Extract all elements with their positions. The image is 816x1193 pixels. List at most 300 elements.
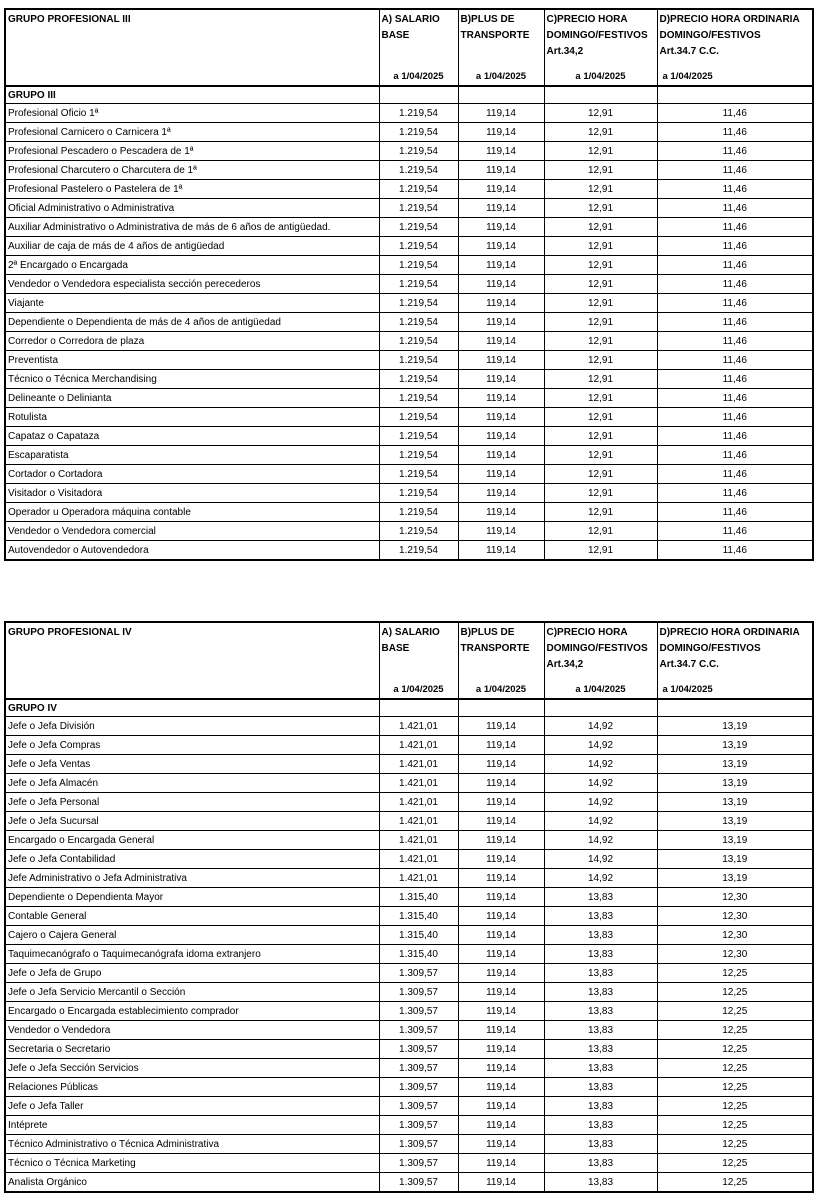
category-label: Vendedor o Vendedora comercial — [5, 522, 379, 541]
table-row — [5, 484, 813, 503]
table-row — [5, 1135, 813, 1154]
column-header-2 — [458, 9, 544, 86]
value-cell: 14,92 — [544, 717, 657, 736]
value-cell: 11,46 — [657, 256, 813, 275]
empty-cell — [657, 86, 813, 104]
category-label: Jefe o Jefa Personal — [5, 793, 379, 812]
value-cell: 12,91 — [544, 104, 657, 123]
value-cell: 14,92 — [544, 736, 657, 755]
category-label: Dependiente o Dependienta Mayor — [5, 888, 379, 907]
table-row — [5, 180, 813, 199]
value-cell: 12,91 — [544, 123, 657, 142]
value-cell: 119,14 — [458, 755, 544, 774]
header-row — [5, 9, 813, 86]
salary-table-section-grupo-iii — [4, 8, 812, 561]
value-cell: 13,83 — [544, 1135, 657, 1154]
value-cell: 11,46 — [657, 484, 813, 503]
group-title-cell — [5, 9, 379, 86]
category-label: Encargado o Encargada establecimiento comprador — [5, 1002, 379, 1021]
table-row — [5, 736, 813, 755]
value-cell: 119,14 — [458, 717, 544, 736]
value-cell: 1.421,01 — [379, 717, 458, 736]
value-cell: 12,91 — [544, 332, 657, 351]
table-row — [5, 869, 813, 888]
table-row — [5, 1040, 813, 1059]
value-cell: 1.315,40 — [379, 907, 458, 926]
value-cell: 1.309,57 — [379, 1040, 458, 1059]
table-row — [5, 427, 813, 446]
value-cell: 119,14 — [458, 1021, 544, 1040]
effective-date: a 1/04/2025 — [662, 684, 713, 695]
value-cell: 119,14 — [458, 256, 544, 275]
table-row — [5, 465, 813, 484]
value-cell: 12,91 — [544, 389, 657, 408]
value-cell: 14,92 — [544, 850, 657, 869]
value-cell: 1.219,54 — [379, 484, 458, 503]
value-cell: 1.219,54 — [379, 275, 458, 294]
empty-cell — [544, 699, 657, 717]
empty-cell — [379, 699, 458, 717]
value-cell: 12,25 — [657, 1154, 813, 1173]
column-title: D)PRECIO HORA ORDINARIA DOMINGO/FESTIVOS Art.34.7 C.C. — [659, 14, 800, 57]
value-cell: 1.315,40 — [379, 888, 458, 907]
value-cell: 1.421,01 — [379, 736, 458, 755]
category-label: Jefe o Jefa de Grupo — [5, 964, 379, 983]
value-cell: 119,14 — [458, 313, 544, 332]
value-cell: 12,91 — [544, 237, 657, 256]
column-title: C)PRECIO HORA DOMINGO/FESTIVOS Art.34,2 — [546, 14, 648, 57]
value-cell: 1.219,54 — [379, 370, 458, 389]
value-cell: 119,14 — [458, 945, 544, 964]
value-cell: 14,92 — [544, 831, 657, 850]
value-cell: 12,91 — [544, 142, 657, 161]
value-cell: 1.219,54 — [379, 180, 458, 199]
empty-cell — [458, 86, 544, 104]
value-cell: 119,14 — [458, 869, 544, 888]
category-label: Vendedor o Vendedora — [5, 1021, 379, 1040]
value-cell: 14,92 — [544, 869, 657, 888]
table-row — [5, 1116, 813, 1135]
category-label: Jefe o Jefa Servicio Mercantil o Sección — [5, 983, 379, 1002]
value-cell: 13,83 — [544, 1097, 657, 1116]
table-row — [5, 1059, 813, 1078]
table-row — [5, 104, 813, 123]
value-cell: 12,25 — [657, 1116, 813, 1135]
table-row — [5, 774, 813, 793]
value-cell: 1.219,54 — [379, 389, 458, 408]
value-cell: 12,91 — [544, 256, 657, 275]
value-cell: 119,14 — [458, 161, 544, 180]
value-cell: 119,14 — [458, 831, 544, 850]
category-label: Jefe o Jefa Sección Servicios — [5, 1059, 379, 1078]
table-row — [5, 1021, 813, 1040]
value-cell: 12,91 — [544, 427, 657, 446]
salary-table-section-grupo-iv — [4, 621, 812, 1193]
value-cell: 1.219,54 — [379, 332, 458, 351]
category-label: Secretaria o Secretario — [5, 1040, 379, 1059]
value-cell: 12,25 — [657, 1173, 813, 1193]
value-cell: 13,83 — [544, 983, 657, 1002]
value-cell: 13,19 — [657, 736, 813, 755]
value-cell: 12,25 — [657, 1135, 813, 1154]
table-row — [5, 275, 813, 294]
category-label: Autovendedor o Autovendedora — [5, 541, 379, 561]
value-cell: 119,14 — [458, 964, 544, 983]
value-cell: 119,14 — [458, 218, 544, 237]
value-cell: 119,14 — [458, 351, 544, 370]
table-row — [5, 446, 813, 465]
empty-cell — [458, 699, 544, 717]
value-cell: 11,46 — [657, 332, 813, 351]
value-cell: 1.421,01 — [379, 755, 458, 774]
value-cell: 13,83 — [544, 1173, 657, 1193]
value-cell: 1.219,54 — [379, 256, 458, 275]
value-cell: 1.309,57 — [379, 1135, 458, 1154]
value-cell: 1.421,01 — [379, 831, 458, 850]
value-cell: 12,91 — [544, 484, 657, 503]
value-cell: 119,14 — [458, 180, 544, 199]
value-cell: 119,14 — [458, 199, 544, 218]
category-label: Rotulista — [5, 408, 379, 427]
table-row — [5, 408, 813, 427]
category-label: Técnico o Técnica Merchandising — [5, 370, 379, 389]
category-label: Profesional Pescadero o Pescadera de 1ª — [5, 142, 379, 161]
section-label: GRUPO III — [5, 86, 379, 104]
value-cell: 119,14 — [458, 1040, 544, 1059]
value-cell: 13,83 — [544, 1078, 657, 1097]
value-cell: 119,14 — [458, 1173, 544, 1193]
table-row — [5, 717, 813, 736]
column-header-4 — [657, 9, 813, 86]
category-label: Visitador o Visitadora — [5, 484, 379, 503]
value-cell: 12,91 — [544, 199, 657, 218]
category-label: Auxiliar de caja de más de 4 años de antigüedad — [5, 237, 379, 256]
table-row — [5, 237, 813, 256]
category-label: Intéprete — [5, 1116, 379, 1135]
value-cell: 11,46 — [657, 389, 813, 408]
value-cell: 13,83 — [544, 926, 657, 945]
category-label: Analista Orgánico — [5, 1173, 379, 1193]
value-cell: 11,46 — [657, 218, 813, 237]
value-cell: 11,46 — [657, 408, 813, 427]
table-row — [5, 161, 813, 180]
category-label: Delineante o Delinianta — [5, 389, 379, 408]
value-cell: 11,46 — [657, 104, 813, 123]
table-row — [5, 812, 813, 831]
value-cell: 119,14 — [458, 888, 544, 907]
category-label: Vendedor o Vendedora especialista sección perecederos — [5, 275, 379, 294]
category-label: Oficial Administrativo o Administrativa — [5, 199, 379, 218]
value-cell: 13,83 — [544, 1116, 657, 1135]
value-cell: 12,30 — [657, 945, 813, 964]
category-label: Jefe o Jefa Compras — [5, 736, 379, 755]
value-cell: 1.421,01 — [379, 812, 458, 831]
value-cell: 119,14 — [458, 541, 544, 561]
category-label: Corredor o Corredora de plaza — [5, 332, 379, 351]
value-cell: 12,91 — [544, 294, 657, 313]
category-label: Relaciones Públicas — [5, 1078, 379, 1097]
column-header-2 — [458, 622, 544, 699]
category-label: Profesional Oficio 1ª — [5, 104, 379, 123]
value-cell: 12,91 — [544, 522, 657, 541]
section-row — [5, 699, 813, 717]
value-cell: 119,14 — [458, 389, 544, 408]
category-label: Jefe o Jefa Almacén — [5, 774, 379, 793]
table-row — [5, 294, 813, 313]
value-cell: 1.219,54 — [379, 142, 458, 161]
value-cell: 1.421,01 — [379, 774, 458, 793]
value-cell: 13,19 — [657, 774, 813, 793]
value-cell: 11,46 — [657, 503, 813, 522]
value-cell: 12,25 — [657, 1021, 813, 1040]
value-cell: 11,46 — [657, 237, 813, 256]
value-cell: 12,91 — [544, 313, 657, 332]
value-cell: 11,46 — [657, 351, 813, 370]
table-row — [5, 503, 813, 522]
value-cell: 11,46 — [657, 275, 813, 294]
value-cell: 12,91 — [544, 370, 657, 389]
value-cell: 119,14 — [458, 1059, 544, 1078]
value-cell: 13,19 — [657, 793, 813, 812]
value-cell: 11,46 — [657, 541, 813, 561]
value-cell: 1.315,40 — [379, 926, 458, 945]
value-cell: 11,46 — [657, 313, 813, 332]
category-label: Preventista — [5, 351, 379, 370]
value-cell: 14,92 — [544, 812, 657, 831]
value-cell: 119,14 — [458, 142, 544, 161]
value-cell: 119,14 — [458, 370, 544, 389]
value-cell: 12,91 — [544, 351, 657, 370]
effective-date: a 1/04/2025 — [662, 71, 713, 82]
table-row — [5, 1097, 813, 1116]
value-cell: 119,14 — [458, 1116, 544, 1135]
table-row — [5, 926, 813, 945]
table-row — [5, 123, 813, 142]
column-title: A) SALARIO BASE — [381, 14, 440, 41]
value-cell: 119,14 — [458, 237, 544, 256]
value-cell: 13,83 — [544, 1154, 657, 1173]
value-cell: 12,91 — [544, 465, 657, 484]
category-label: Viajante — [5, 294, 379, 313]
value-cell: 1.421,01 — [379, 793, 458, 812]
value-cell: 119,14 — [458, 1154, 544, 1173]
category-label: Jefe o Jefa Sucursal — [5, 812, 379, 831]
value-cell: 11,46 — [657, 465, 813, 484]
value-cell: 11,46 — [657, 522, 813, 541]
value-cell: 12,91 — [544, 218, 657, 237]
value-cell: 12,91 — [544, 161, 657, 180]
group-title-cell — [5, 622, 379, 699]
table-row — [5, 755, 813, 774]
value-cell: 119,14 — [458, 503, 544, 522]
value-cell: 13,83 — [544, 964, 657, 983]
empty-cell — [657, 699, 813, 717]
value-cell: 13,19 — [657, 755, 813, 774]
value-cell: 12,30 — [657, 926, 813, 945]
table-row — [5, 1173, 813, 1193]
value-cell: 1.309,57 — [379, 1154, 458, 1173]
category-label: Auxiliar Administrativo o Administrativa de más de 6 años de antigüedad. — [5, 218, 379, 237]
table-row — [5, 983, 813, 1002]
value-cell: 1.219,54 — [379, 541, 458, 561]
column-header-4 — [657, 622, 813, 699]
effective-date: a 1/04/2025 — [393, 71, 444, 82]
value-cell: 119,14 — [458, 736, 544, 755]
value-cell: 1.309,57 — [379, 964, 458, 983]
category-label: Técnico o Técnica Marketing — [5, 1154, 379, 1173]
table-row — [5, 831, 813, 850]
column-header-1 — [379, 9, 458, 86]
value-cell: 11,46 — [657, 427, 813, 446]
value-cell: 119,14 — [458, 427, 544, 446]
value-cell: 13,83 — [544, 907, 657, 926]
category-label: Escaparatista — [5, 446, 379, 465]
value-cell: 119,14 — [458, 983, 544, 1002]
value-cell: 13,83 — [544, 1040, 657, 1059]
value-cell: 12,25 — [657, 983, 813, 1002]
value-cell: 119,14 — [458, 907, 544, 926]
value-cell: 12,30 — [657, 888, 813, 907]
value-cell: 1.219,54 — [379, 237, 458, 256]
value-cell: 1.421,01 — [379, 869, 458, 888]
value-cell: 119,14 — [458, 484, 544, 503]
category-label: Jefe o Jefa División — [5, 717, 379, 736]
empty-cell — [544, 86, 657, 104]
category-label: Profesional Charcutero o Charcutera de 1ª — [5, 161, 379, 180]
value-cell: 1.219,54 — [379, 446, 458, 465]
table-row — [5, 142, 813, 161]
table-row — [5, 850, 813, 869]
category-label: Técnico Administrativo o Técnica Administrativa — [5, 1135, 379, 1154]
value-cell: 119,14 — [458, 926, 544, 945]
value-cell: 11,46 — [657, 180, 813, 199]
value-cell: 11,46 — [657, 199, 813, 218]
value-cell: 1.219,54 — [379, 218, 458, 237]
value-cell: 13,83 — [544, 1059, 657, 1078]
category-label: Capataz o Capataza — [5, 427, 379, 446]
column-title: B)PLUS DE TRANSPORTE — [460, 14, 530, 41]
category-label: Taquimecanógrafo o Taquimecanógrafa idoma extranjero — [5, 945, 379, 964]
value-cell: 1.219,54 — [379, 313, 458, 332]
table-row — [5, 199, 813, 218]
column-title: C)PRECIO HORA DOMINGO/FESTIVOS Art.34,2 — [546, 627, 648, 670]
group-title: GRUPO PROFESIONAL III — [8, 14, 131, 25]
value-cell: 119,14 — [458, 446, 544, 465]
table-row — [5, 888, 813, 907]
header-row — [5, 622, 813, 699]
salary-table-grupo-iv — [4, 621, 814, 1193]
value-cell: 11,46 — [657, 294, 813, 313]
value-cell: 1.309,57 — [379, 1078, 458, 1097]
value-cell: 13,19 — [657, 831, 813, 850]
value-cell: 1.219,54 — [379, 427, 458, 446]
value-cell: 119,14 — [458, 408, 544, 427]
category-label: Profesional Pastelero o Pastelera de 1ª — [5, 180, 379, 199]
value-cell: 1.219,54 — [379, 351, 458, 370]
table-row — [5, 522, 813, 541]
value-cell: 1.219,54 — [379, 199, 458, 218]
value-cell: 14,92 — [544, 774, 657, 793]
value-cell: 119,14 — [458, 812, 544, 831]
category-label: 2ª Encargado o Encargada — [5, 256, 379, 275]
value-cell: 119,14 — [458, 332, 544, 351]
category-label: Jefe Administrativo o Jefa Administrativa — [5, 869, 379, 888]
effective-date: a 1/04/2025 — [475, 684, 527, 695]
salary-table-grupo-iii — [4, 8, 814, 561]
value-cell: 119,14 — [458, 123, 544, 142]
table-row — [5, 256, 813, 275]
table-row — [5, 964, 813, 983]
value-cell: 119,14 — [458, 1135, 544, 1154]
value-cell: 119,14 — [458, 294, 544, 313]
value-cell: 12,91 — [544, 180, 657, 199]
value-cell: 119,14 — [458, 850, 544, 869]
category-label: Jefe o Jefa Ventas — [5, 755, 379, 774]
value-cell: 11,46 — [657, 161, 813, 180]
table-row — [5, 541, 813, 561]
empty-cell — [379, 86, 458, 104]
column-header-3 — [544, 622, 657, 699]
value-cell: 12,91 — [544, 408, 657, 427]
value-cell: 119,14 — [458, 522, 544, 541]
value-cell: 13,19 — [657, 869, 813, 888]
value-cell: 14,92 — [544, 793, 657, 812]
value-cell: 12,25 — [657, 1059, 813, 1078]
value-cell: 1.219,54 — [379, 522, 458, 541]
value-cell: 1.309,57 — [379, 1116, 458, 1135]
value-cell: 119,14 — [458, 774, 544, 793]
value-cell: 12,25 — [657, 1002, 813, 1021]
value-cell: 13,83 — [544, 1021, 657, 1040]
value-cell: 1.315,40 — [379, 945, 458, 964]
value-cell: 1.219,54 — [379, 408, 458, 427]
value-cell: 119,14 — [458, 104, 544, 123]
value-cell: 119,14 — [458, 1097, 544, 1116]
value-cell: 119,14 — [458, 793, 544, 812]
category-label: Dependiente o Dependienta de más de 4 años de antigüedad — [5, 313, 379, 332]
value-cell: 13,19 — [657, 850, 813, 869]
category-label: Operador u Operadora máquina contable — [5, 503, 379, 522]
effective-date: a 1/04/2025 — [475, 71, 527, 82]
value-cell: 1.219,54 — [379, 104, 458, 123]
column-header-3 — [544, 9, 657, 86]
value-cell: 11,46 — [657, 123, 813, 142]
value-cell: 13,19 — [657, 717, 813, 736]
value-cell: 13,83 — [544, 945, 657, 964]
table-row — [5, 793, 813, 812]
value-cell: 1.309,57 — [379, 1002, 458, 1021]
table-row — [5, 370, 813, 389]
value-cell: 14,92 — [544, 755, 657, 774]
value-cell: 119,14 — [458, 465, 544, 484]
value-cell: 11,46 — [657, 446, 813, 465]
value-cell: 119,14 — [458, 1002, 544, 1021]
column-header-1 — [379, 622, 458, 699]
value-cell: 1.421,01 — [379, 850, 458, 869]
table-row — [5, 1154, 813, 1173]
value-cell: 1.309,57 — [379, 1059, 458, 1078]
category-label: Cajero o Cajera General — [5, 926, 379, 945]
value-cell: 12,91 — [544, 446, 657, 465]
value-cell: 119,14 — [458, 275, 544, 294]
table-row — [5, 332, 813, 351]
value-cell: 13,83 — [544, 1002, 657, 1021]
value-cell: 12,25 — [657, 1040, 813, 1059]
group-title: GRUPO PROFESIONAL IV — [8, 627, 132, 638]
value-cell: 12,91 — [544, 275, 657, 294]
table-row — [5, 907, 813, 926]
category-label: Cortador o Cortadora — [5, 465, 379, 484]
